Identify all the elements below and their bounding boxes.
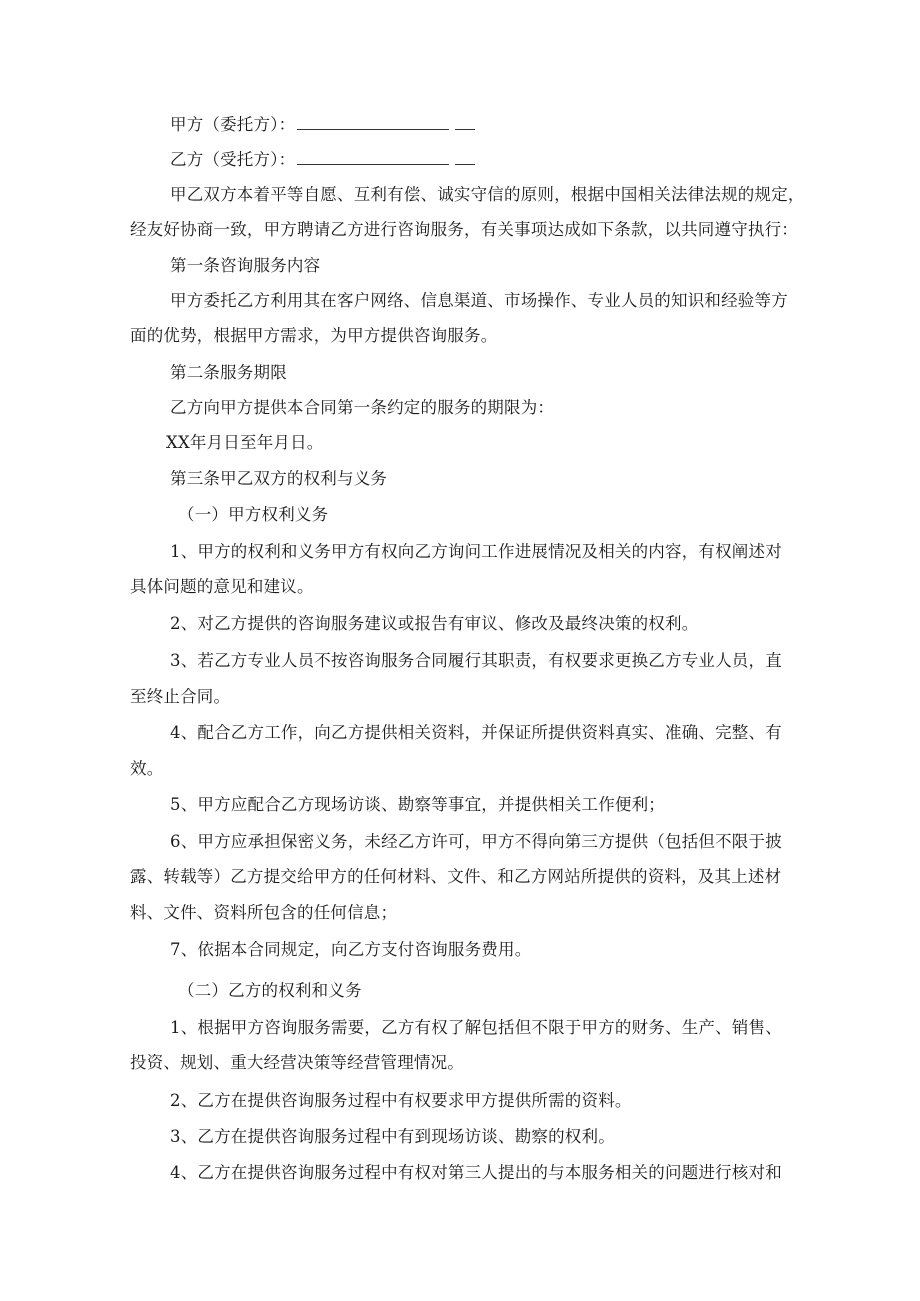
section-2-title: （二）乙方的权利和义务 [178, 981, 362, 1000]
list-item: 2、对乙方提供的咨询服务建议或报告有审议、修改及最终决策的权利。 [170, 614, 699, 633]
party-b-blank [297, 150, 449, 165]
list-item: 具体问题的意见和建议。 [130, 577, 314, 596]
article-3-title: 第三条甲乙双方的权利与义务 [170, 469, 388, 488]
list-item: 1、根据甲方咨询服务需要，乙方有权了解包括但不限于甲方的财务、生产、销售、 [170, 1018, 782, 1037]
list-item: 1、甲方的权利和义务甲方有权向乙方询问工作进展情况及相关的内容，有权阐述对 [170, 542, 782, 561]
list-item: 露、转载等）乙方提交给甲方的任何材料、文件、和乙方网站所提供的资料，及其上述材 [130, 867, 782, 886]
list-item: 4、乙方在提供咨询服务过程中有权对第三人提出的与本服务相关的问题进行核对和 [170, 1163, 782, 1182]
party-b-label: 乙方（受托方）： [170, 150, 296, 169]
list-item: 料、文件、资料所包含的任何信息； [130, 903, 398, 922]
party-a-line [170, 114, 475, 136]
list-item: 投资、规划、重大经营决策等经营管理情况。 [130, 1053, 464, 1072]
article-2-title: 第二条服务期限 [170, 363, 287, 382]
list-item: 3、乙方在提供咨询服务过程中有到现场访谈、勘察的权利。 [170, 1127, 615, 1146]
preamble-line: 经友好协商一致，甲方聘请乙方进行咨询服务，有关事项达成如下条款，以共同遵守执行： [130, 220, 798, 239]
list-item: 3、若乙方专业人员不按咨询服务合同履行其职责，有权要求更换乙方专业人员，直 [170, 651, 782, 670]
list-item: 6、甲方应承担保密义务，未经乙方许可，甲方不得向第三方提供（包括但不限于披 [170, 832, 782, 851]
list-item: 2、乙方在提供咨询服务过程中有权要求甲方提供所需的资料。 [170, 1091, 632, 1110]
party-a-blank [297, 115, 449, 130]
party-a-label: 甲方（委托方）： [170, 115, 296, 134]
preamble-line: 甲乙双方本着平等自愿、互利有偿、诚实守信的原则，根据中国相关法律法规的规定， [170, 185, 805, 204]
article-1-title: 第一条咨询服务内容 [170, 256, 321, 275]
list-item: 4、配合乙方工作，向乙方提供相关资料，并保证所提供资料真实、准确、完整、有 [170, 723, 782, 742]
list-item: 效。 [130, 759, 164, 778]
list-item: 至终止合同。 [130, 687, 231, 706]
article-2-body: XX年月日至年月日。 [166, 433, 324, 452]
article-1-body: 面的优势，根据甲方需求，为甲方提供咨询服务。 [130, 326, 498, 345]
article-2-body: 乙方向甲方提供本合同第一条约定的服务的期限为： [170, 398, 555, 417]
list-item: 7、依据本合同规定，向乙方支付咨询服务费用。 [170, 940, 532, 959]
article-1-body: 甲方委托乙方利用其在客户网络、信息渠道、市场操作、专业人员的知识和经验等方 [170, 291, 788, 310]
party-b-line [170, 149, 475, 171]
list-item: 5、甲方应配合乙方现场访谈、勘察等事宜，并提供相关工作便利； [170, 795, 665, 814]
section-1-title: （一）甲方权利义务 [178, 505, 329, 524]
